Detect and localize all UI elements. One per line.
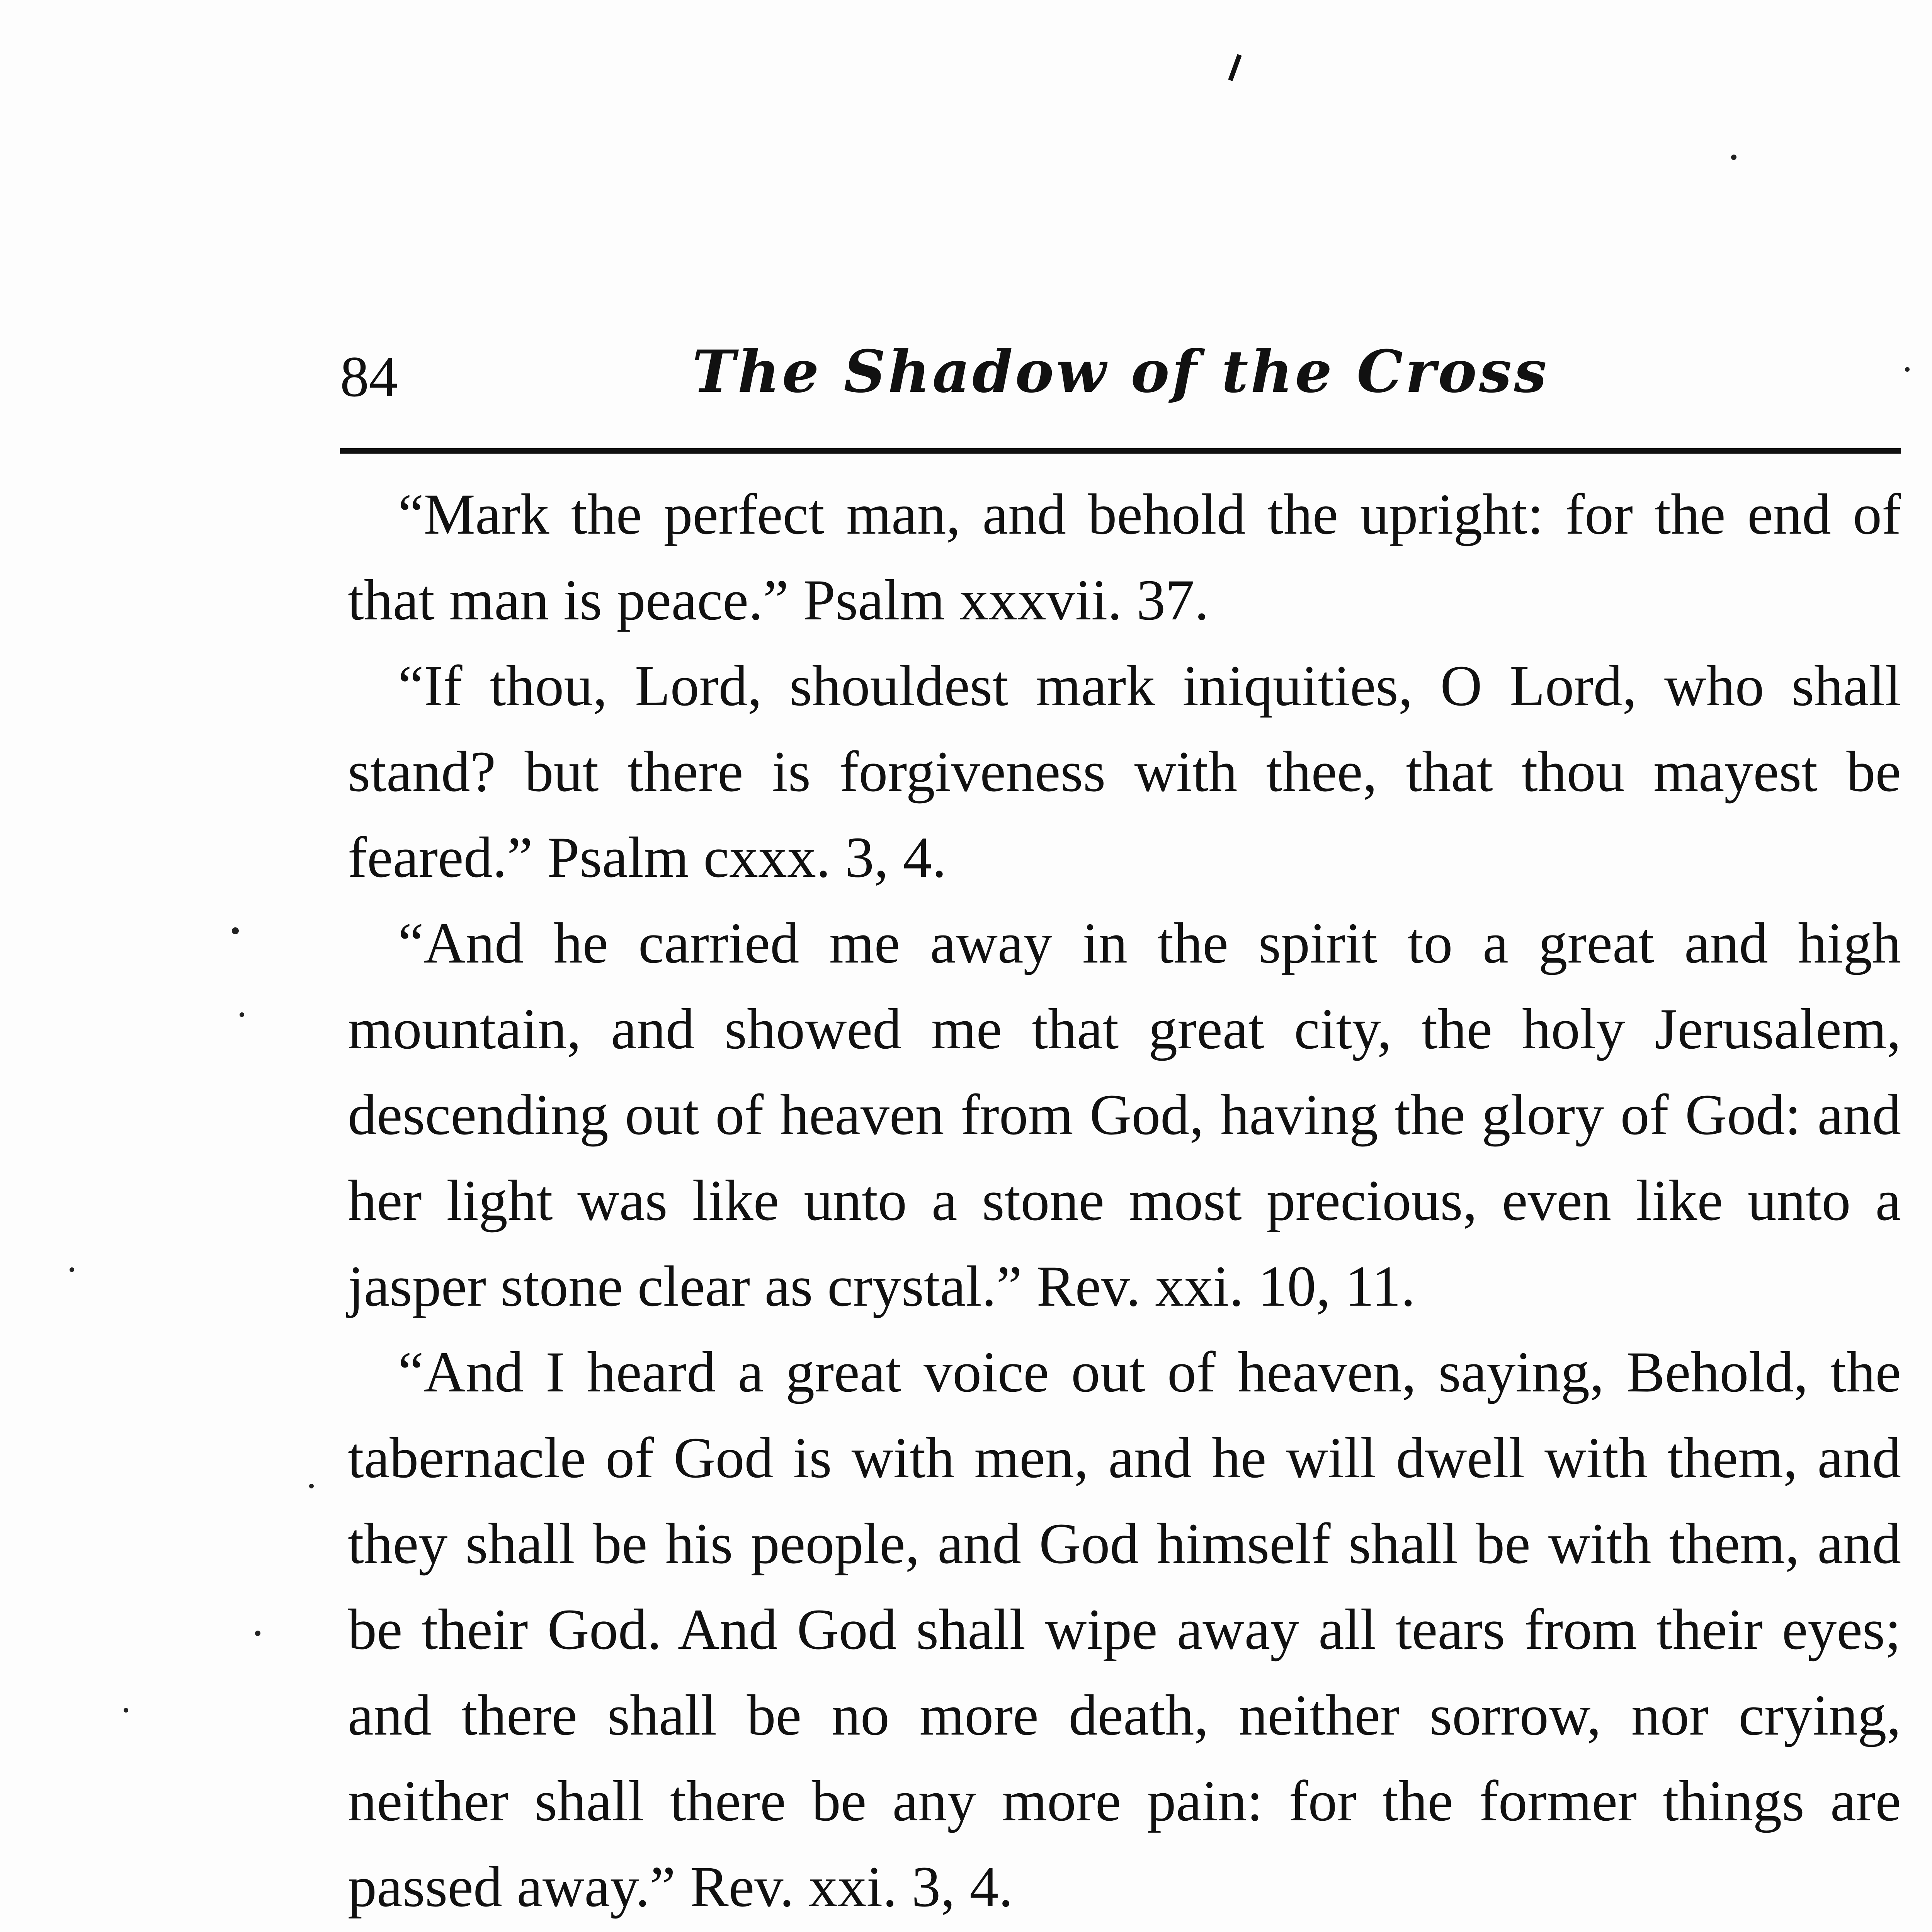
page-header: [340, 332, 1901, 433]
running-title: The Shadow of the Cross: [692, 338, 1549, 406]
page-number: 84: [340, 345, 398, 409]
scan-speck: [70, 1267, 74, 1272]
scripture-quotations: [348, 471, 1901, 1930]
scan-mark: [1228, 54, 1242, 81]
scan-speck: [240, 1012, 244, 1017]
scan-speck: [309, 1484, 314, 1488]
scan-speck: [1731, 155, 1736, 160]
paragraph-psalm-37: “Mark the perfect man, and behold the upright: for the end of that man is peace.” Psalm xxxvii. 37.: [348, 482, 1901, 632]
scan-speck: [124, 1708, 128, 1713]
scan-speck: [232, 927, 239, 934]
paragraph-psalm-130: “If thou, Lord, shouldest mark iniquities, O Lord, who shall stand? but there is forgiveness with thee, that thou mayest be feared.” Psalm cxxx. 3, 4.: [348, 654, 1901, 889]
scan-speck: [255, 1631, 260, 1636]
header-rule: [340, 448, 1901, 454]
scan-speck: [1905, 367, 1910, 372]
paragraph-rev-21-10: “And he carried me away in the spirit to a great and high mountain, and showed me that great city, the holy Jerusalem, descending out of heaven from God, having the glory of God: and her light was like unto a stone most precious, even like unto a jasper stone clear as crystal.” Rev. xxi. 10, 11.: [348, 911, 1901, 1318]
paragraph-rev-21-3: “And I heard a great voice out of heaven, saying, Behold, the tabernacle of God is with men, and he will dwell with them, and they shall be his people, and God himself shall be with them, and be their God. And God shall wipe away all tears from their eyes; and there shall be no more death, neither sorrow, nor crying, neither shall there be any more pain: for the former things are passed away.” Rev. xxi. 3, 4.: [348, 1340, 1901, 1919]
